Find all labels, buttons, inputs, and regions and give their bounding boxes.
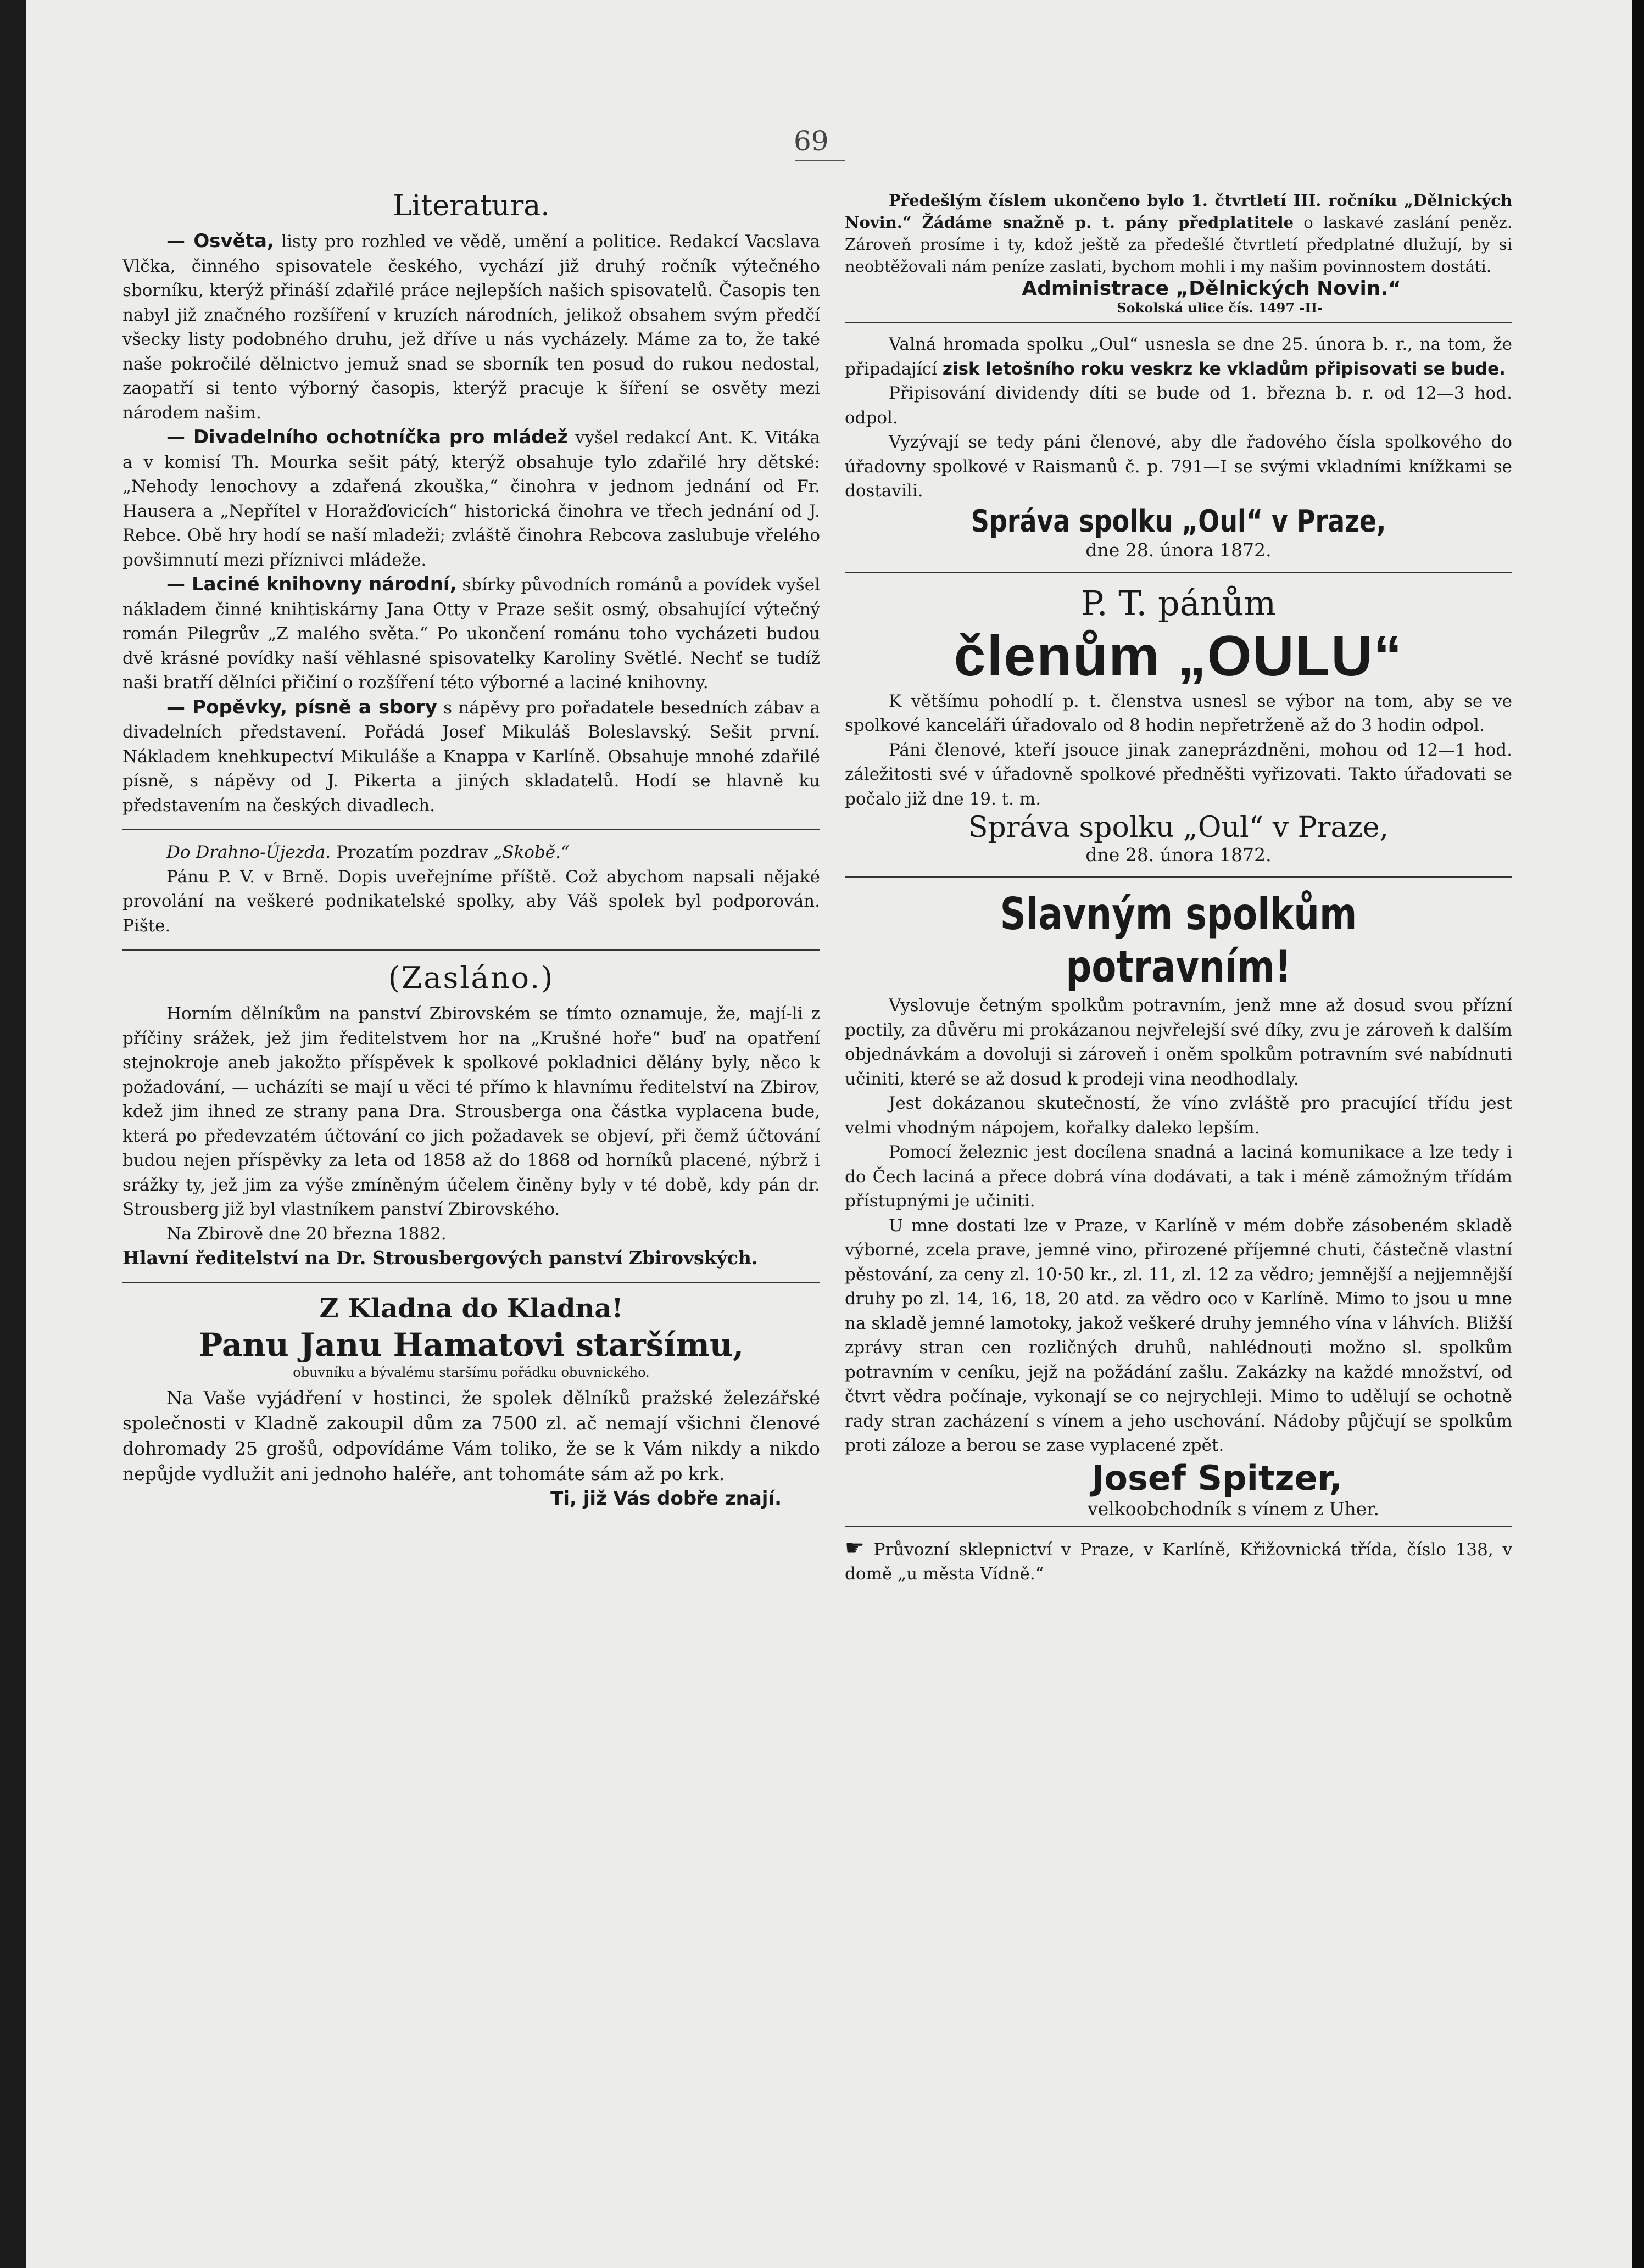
oulu-text: K většímu pohodlí p. t. členstva usnesl se výbor na tom, aby se ve spolkové kanceláři úřadovalo od 8 hodin nepřetrženě až do 3 hodin odpol. — [845, 691, 1512, 735]
popevky-text: s nápěvy pro pořadatele besedních zábav a divadelních představení. Pořádá Josef Mikuláš Boleslavský. Sešit první. Nákladem knehkupectví Mikuláše a Knappa v Karlíně. Obsahuje mnohé zdařilé písně, s nápěvy od J. Pikerta a jiných skladatelů. Hodí se hlavně ku představením na českých divadlech. — [122, 697, 820, 815]
page-number-rule — [795, 160, 845, 161]
correspondence-text: Pánu P. V. v Brně. Dopis uveřejníme příště. Což abychom napsali nějaké provolání na veškeré podnikatelské spolky, aby Váš spolek byl podporován. Pište. — [122, 867, 820, 936]
spitzer-heading-wrap — [845, 888, 1512, 993]
valna-text — [845, 332, 1512, 381]
valna-date: dne 28. února 1872. — [1085, 539, 1272, 561]
administration-text: o laskavé zaslání peněz. Zároveň prosíme i ty, kdož ještě za předešlé čtvrtletí předplatné dlužují, by si neobtěžovali nám peníze zaslati, bychom mohli i my našim povinnostem dostáti. — [845, 213, 1513, 276]
laciné-lead: — Laciné knihovny národní, — [166, 573, 457, 595]
laciné-article — [122, 572, 820, 695]
oulu-heading-small: P. T. pánům — [1080, 583, 1277, 623]
laciné-text: sbírky původních románů a povídek vyšel nákladem činné knihtiskárny Jana Otty v Praze sešit osmý, obsahující výtečný román Pilegrův „Z malého světa.“ Po ukončení románu toho vycházeti budou dvě krásné povídky naší věhlasné spisovatelky Karoliny Světlé. Nechť se tudíž naši bratří dělníci přičiní o rozšíření této výborné a laciné knihovny. — [122, 575, 820, 692]
zaslano-text: Horním dělníkům na panství Zbirovském se tímto oznamuje, že, mají-li z příčiny srážek, jež jim ředitelstvem hor na „Krušné hoře“ buď na opatření stejnokroje aneb jakožto příspěvek k spolkové pokladnici dělány byly, něco k požadování, — ucházíti se mají u věci té přímo k hlavnímu ředitelství na Zbirov, kdež jim ihned ze strany pana Dra. Strousberga ona částka vyplacena bude, která po předevzatém účtování co jich požadavek se objeví, při čemž účtování budou nejen příspěvky za leta od 1858 až do 1868 od horníků placené, nýbrž i srážky ty, jež jim za výše zmíněným účelem činěny byly v té době, kdy pán dr. Strousberg již byl vlastníkem panství Zbirovského. — [122, 1004, 820, 1219]
osveta-text: listy pro rozhled ve vědě, umění a politice. Redakcí Vacslava Vlčka, činného spisovatele českého, vychází již druhý ročník výtečného sborníku, kterýž přináší zdařilé práce nejlepších našich spisovatelů. Časopis ten nabyl již značného rozšíření v kruzích národních, jelikož obsahem svým předčí všecky listy podobného druhu, jež dříve u nás vycházely. Máme za to, že také naše pokročilé dělnictvo jemuž snad se sborník ten posud do rukou nedostal, zaopatří si tento výborný časopis, kterýž pracuje k šíření se osvěty mezi národem našim. — [122, 232, 821, 423]
popevky-article — [122, 695, 820, 818]
divider — [122, 949, 820, 951]
valna-call: Vyzývají se tedy páni členové, aby dle řadového čísla spolkového do úřadovny spolkové v Raismanů č. p. 791—I se svými vkladními knížkami se dostavili. — [845, 432, 1512, 501]
divider — [845, 876, 1512, 878]
correspondence-line — [122, 840, 820, 865]
administration-bold-text: Předešlým číslem ukončeno bylo 1. čtvrtletí III. ročníku „Dělnických Novin.“ Žádáme snažně p. t. pány předplatitele — [845, 191, 1512, 232]
divider — [845, 1526, 1512, 1527]
kladno-heading: Z Kladna do Kladna! — [319, 1293, 623, 1324]
literatura-heading: Literatura. — [393, 189, 550, 222]
oulu-date: dne 28. února 1872. — [1085, 844, 1272, 865]
kladno-text: Na Vaše vyjádření v hostinci, že spolek dělníků pražské železářské společnosti v Kladně zakoupil dům za 7500 zl. ač nemají všichni členové dohromady 25 grošů, odpovídáme Vám toliko, že se k Vám nikdy a nikdo nepůjde vydlužit ani jednoho haléře, ant tohomáte sám až po krk. — [122, 1387, 820, 1484]
oulu-heading-big: členům „OULU“ — [954, 624, 1403, 688]
correspondence-place: Do Drahno-Újezda. — [166, 842, 331, 862]
divadelni-text: vyšel redakcí Ant. K. Vitáka a v komisí Th. Mourka sešit pátý, kterýž obsahuje tylo zdařilé hry dětské: „Nehody lenochovy a zdařená zkouška,“ činohra v jednom jednání od Fr. Hausera a „Nepřítel v Horažďovicích“ historická činohra ve třech jednání od J. Rebce. Obě hry hodí se naší mladeži; zvláště činohra Rebcova zaslubuje vřelého povšimnutí mezi příznivci mládeže. — [122, 428, 820, 570]
valna-text-a: Valná hromada spolku „Oul“ usnesla se dne 25. února b. r., na tom, že připadající — [845, 334, 1512, 379]
newspaper-page — [26, 0, 1636, 2268]
administration-address: Sokolská ulice čís. 1497 -II- — [1117, 300, 1323, 316]
valna-bold: zisk letošního roku veskrz ke vkladům připisovati se bude. — [942, 359, 1506, 379]
spitzer-p4: U mne dostati lze v Praze, v Karlíně v mém dobře zásobeném skladě výborné, zcela prave, jemné vino, přirozené příjemné chuti, částečně vlastní pěstování, za ceny zl. 10·50 kr., zl. 11, zl. 12 za vědro; jemnější a nejjemnější druhy po zl. 14, 16, 18, 20 atd. za vědro oco v Karlíně. Mimo to jsou u mne na skladě jemné lamotoky, jakož veškeré druhy jemného vína v láhvích. Bližší zprávy stran cen rozličných druhů, nahlédnouti možno sl. spolkům potravním v ceníku, jejž na požádání zašlu. Zakázky na každé množství, od čtvrt vědra počínaje, vykonají se co nejrychleji. Mimo to udělují se ochotně rady stran zacházení s vínem a jeho uschování. Nádoby půjčují se spolkům proti záloze a berou se zase vyplacené zpět. — [845, 1215, 1512, 1455]
zaslano-heading: (Zasláno.) — [388, 960, 555, 995]
administration-signature: Administrace „Dělnických Novin.“ — [1022, 277, 1401, 300]
spitzer-p3: Pomocí železnic jest docílena snadná a laciná komunikace a lze tedy i do Čech laciná a přece dobrá vína dodávati, a tak i méně zámožným třídám přístupnými je učiniti. — [845, 1142, 1512, 1211]
spitzer-heading: Slavným spolkům potravním! — [1000, 889, 1357, 992]
spitzer-address-line — [845, 1536, 1512, 1587]
valna-signature: Správa spolku „Oul“ v Praze, — [971, 503, 1386, 539]
oulu-signature: Správa spolku „Oul“ v Praze, — [968, 811, 1389, 844]
page-number: 69 — [794, 125, 829, 157]
kladno-signature: Ti, již Vás dobře znají. — [550, 1487, 782, 1510]
divider — [845, 322, 1512, 323]
spitzer-address: Průvozní sklepnictví v Praze, v Karlíně, Křižovnická třída, číslo 138, v domě „u města Vídně.“ — [845, 1539, 1513, 1584]
kladno-subtitle: obuvníku a bývalému staršímu pořádku obuvnického. — [293, 1364, 650, 1380]
correspondence-rest: Prozatím pozdrav — [336, 842, 488, 862]
zaslano-signature: Hlavní ředitelství na Dr. Strousbergových panství Zbirovských. — [122, 1247, 758, 1269]
left-column — [122, 189, 820, 1511]
valna-dividends: Připisování dividendy díti se bude od 1. března b. r. od 12—3 hod. odpol. — [845, 383, 1512, 428]
pointing-hand-icon: ☛ — [845, 1535, 865, 1561]
oulu-text2: Páni členové, kteří jsouce jinak zaneprázdněni, mohou od 12—1 hod. záležitosti své v úřadovně spolkové předněšti vyřizovati. Takto úřadovati se počalo již dne 19. t. m. — [845, 740, 1512, 809]
divider — [122, 1282, 820, 1283]
zaslano-dateline: Na Zbirově dne 20 března 1882. — [166, 1224, 447, 1244]
spitzer-p2: Jest dokázanou skutečností, že víno zvláště pro pracující třídu jest velmi vhodným nápojem, kořalky daleko lepším. — [845, 1093, 1512, 1138]
divadelni-article — [122, 425, 820, 572]
osveta-article — [122, 229, 820, 425]
divider — [845, 572, 1512, 573]
administration-notice — [845, 189, 1512, 277]
popevky-lead: — Popěvky, písně a sbory — [166, 696, 437, 718]
spitzer-p1: Vyslovuje četným spolkům potravním, jenž mne až dosud svou přízní poctily, za důvěru mi prokázanou nejvřelejší své díky, zvu je zároveň k dalším objednávkám a dovoluji si zároveň i oněm spolkům potravním své nabídnuti učiniti, které se až dosud k prodeji vina neodhodlaly. — [845, 996, 1512, 1089]
osveta-lead: — Osvěta, — [166, 230, 274, 252]
spitzer-name: Josef Spitzer, — [1091, 1457, 1342, 1498]
correspondence-quote: „Skobě.“ — [493, 842, 570, 862]
kladno-addressee: Panu Janu Hamatovi staršímu, — [198, 1326, 744, 1364]
divadelni-lead: — Divadelního ochotníčka pro mládež — [166, 426, 569, 448]
spitzer-title: velkoobchodník s vínem z Uher. — [1088, 1498, 1379, 1520]
right-column — [845, 189, 1512, 1587]
divider — [122, 829, 820, 830]
valna-signature-wrap — [845, 504, 1512, 539]
scan-edge — [1632, 0, 1644, 2268]
